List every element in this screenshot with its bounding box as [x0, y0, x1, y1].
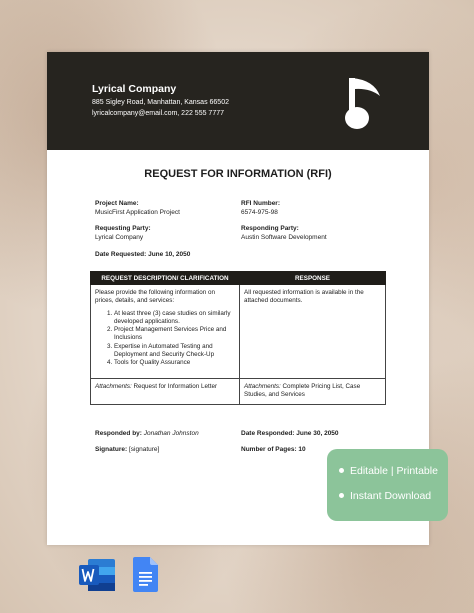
attachments-label: Attachments:	[95, 383, 132, 390]
project-name-value: MusicFirst Application Project	[95, 209, 180, 216]
response-attachments-value: Complete Pricing List, Case Studies, and Services	[244, 383, 361, 399]
music-note-icon	[344, 76, 384, 132]
request-description-cell	[91, 285, 240, 379]
rfi-number-value: 6574-975-98	[241, 209, 278, 216]
document-title: REQUEST FOR INFORMATION (RFI)	[144, 168, 332, 180]
bullet-icon	[339, 468, 344, 473]
table-header-response: RESPONSE	[240, 272, 386, 285]
requesting-party-field	[95, 224, 151, 242]
list-item: 1. At least three (3) case studies on similarly developed applications.	[114, 310, 235, 327]
response-attachments-cell	[240, 379, 386, 405]
responded-by-label: Responded by:	[95, 430, 142, 437]
company-name: Lyrical Company	[92, 83, 177, 95]
signature-value: [signature]	[128, 446, 160, 453]
request-list	[95, 310, 235, 368]
request-attachments-cell	[91, 379, 240, 405]
microsoft-word-icon[interactable]	[78, 558, 116, 592]
list-item: 2. Project Management Services Price and Inclusions	[114, 326, 235, 343]
promo-download	[339, 490, 431, 502]
attachments-label: Attachments:	[244, 383, 281, 390]
number-of-pages: Number of Pages: 10	[241, 446, 306, 453]
google-docs-icon[interactable]	[133, 557, 158, 592]
signature-field	[95, 445, 159, 454]
date-responded: Date Responded: June 30, 2050	[241, 430, 339, 437]
date-requested: Date Requested: June 10, 2050	[95, 251, 191, 258]
rfi-table	[90, 271, 386, 405]
company-address: 885 Sigley Road, Manhattan, Kansas 66502	[92, 99, 229, 106]
responded-by-value: Jonathan Johnston	[143, 430, 199, 437]
document-header	[47, 52, 429, 150]
response-cell: All requested information is available in the attached documents.	[240, 285, 386, 379]
responded-by-field	[95, 429, 199, 438]
responding-party-label: Responding Party:	[241, 225, 299, 232]
project-name-field	[95, 199, 180, 217]
promo-editable	[339, 465, 438, 477]
company-contact: lyricalcompany@email.com, 222 555 7777	[92, 110, 225, 117]
list-item: 4. Tools for Quality Assurance	[114, 359, 235, 367]
responding-party-field	[241, 224, 327, 242]
signature-label: Signature:	[95, 446, 128, 453]
promo-badge[interactable]	[327, 449, 448, 521]
bullet-icon	[339, 493, 344, 498]
rfi-number-label: RFI Number:	[241, 200, 280, 207]
request-attachments-value: Request for Information Letter	[133, 383, 218, 390]
requesting-party-label: Requesting Party:	[95, 225, 151, 232]
list-item: 3. Expertise in Automated Testing and Deployment and Security Check-Up	[114, 343, 235, 360]
responding-party-value: Austin Software Development	[241, 234, 327, 241]
project-name-label: Project Name:	[95, 200, 139, 207]
requesting-party-value: Lyrical Company	[95, 234, 144, 241]
promo-editable-label: Editable | Printable	[350, 465, 438, 477]
rfi-number-field	[241, 199, 280, 217]
table-header-request: REQUEST DESCRIPTION/ CLARIFICATION	[91, 272, 240, 285]
promo-download-label: Instant Download	[350, 490, 432, 502]
request-intro: Please provide the following information on prices, details, and services:	[95, 289, 216, 305]
